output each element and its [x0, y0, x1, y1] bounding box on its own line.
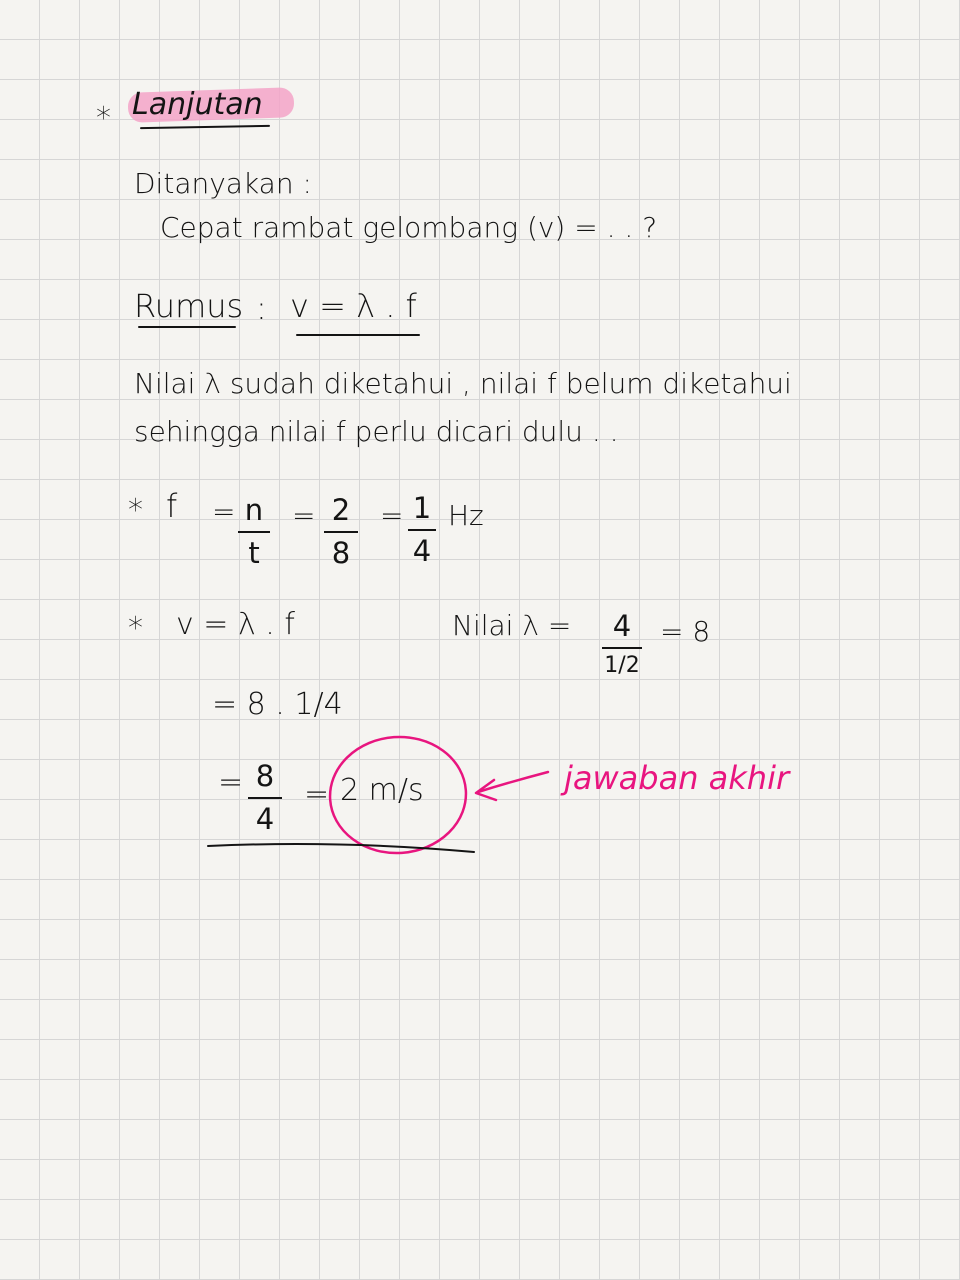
question-label: Ditanyakan : — [134, 167, 312, 200]
frequency-bullet: * — [128, 493, 143, 528]
fraction-numerator: 4 — [612, 609, 632, 643]
explanation-line-2: sehingga nilai f perlu dicari dulu . . — [134, 415, 619, 448]
frequency-eq-1: = — [212, 495, 236, 528]
fraction-denominator: t — [248, 536, 260, 570]
formula-separator: : — [256, 289, 267, 327]
fraction-denominator: 4 — [412, 534, 432, 568]
fraction-numerator: 2 — [331, 493, 351, 527]
fraction-denominator: 8 — [331, 536, 351, 570]
lambda-result: = 8 — [660, 615, 711, 648]
lambda-label: Nilai λ = — [452, 609, 572, 642]
velocity-eq-2: = — [304, 777, 330, 812]
velocity-line-2: = 8 . 1/4 — [212, 687, 343, 722]
frequency-unit: Hz — [448, 499, 484, 532]
fraction-numerator: 8 — [255, 759, 275, 793]
frequency-eq-3: = — [380, 499, 404, 532]
arrow-line — [478, 772, 548, 792]
fraction-denominator: 1/2 — [604, 653, 640, 678]
velocity-eq: = — [218, 765, 244, 800]
velocity-result: 2 m/s — [340, 773, 424, 808]
frequency-eq-2: = — [292, 499, 316, 532]
answer-circle — [326, 732, 470, 857]
formula-expression: v = λ . f — [290, 287, 417, 325]
fraction-numerator: n — [244, 493, 264, 527]
velocity-line-1: v = λ . f — [176, 607, 295, 642]
heading-title: Lanjutan — [132, 87, 263, 122]
heading-bullet: * — [96, 101, 111, 136]
velocity-bullet: * — [128, 611, 143, 646]
annotation-text: jawaban akhir — [564, 759, 790, 797]
frequency-symbol: f — [166, 487, 178, 525]
explanation-line-1: Nilai λ sudah diketahui , nilai f belum diketahui — [134, 367, 792, 400]
formula-label: Rumus — [134, 287, 244, 325]
fraction-denominator: 4 — [255, 802, 275, 836]
fraction-numerator: 1 — [412, 491, 432, 525]
question-text: Cepat rambat gelombang (v) = . . ? — [160, 211, 658, 244]
final-answer-underline — [208, 844, 474, 852]
